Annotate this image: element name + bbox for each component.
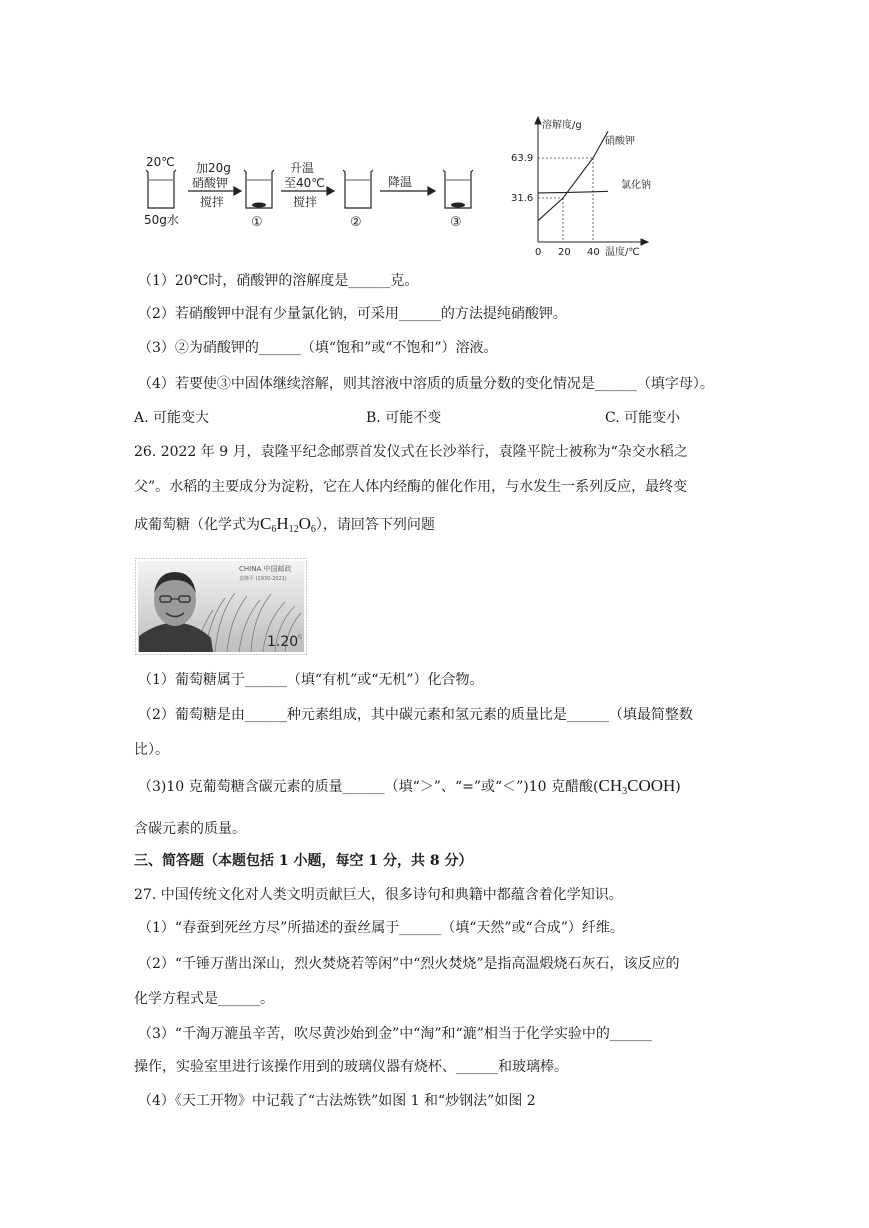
beaker-label-1: ① — [251, 215, 263, 230]
beaker-label-2: ② — [350, 215, 362, 230]
stamp-header: CHINA 中国邮政 — [239, 565, 292, 573]
step2-line3: 搅拌 — [293, 195, 318, 209]
x-axis-label: 温度/℃ — [605, 247, 640, 258]
y-tick-63-9: 63.9 — [511, 153, 534, 164]
step2-line2: 至40℃ — [284, 176, 325, 190]
q26-intro-line2: 父”。水稻的主要成分为淀粉，它在人体内经酶的催化作用，与水发生一系列反应，最终变 — [134, 479, 688, 495]
start-water-label: 50g水 — [144, 213, 179, 227]
acetic-acid-formula: $CH_3COOH$ — [598, 776, 676, 797]
q25-part1: （1）20℃时，硝酸钾的溶解度是______克。 — [138, 273, 419, 289]
x-tick-20: 20 — [558, 247, 571, 258]
q25-part4: （4）若要使③中固体继续溶解，则其溶液中溶质的质量分数的变化情况是______（填字母）。 — [138, 376, 714, 392]
step2-line1: 升温 — [290, 161, 315, 175]
beaker-3 — [443, 170, 473, 208]
q25-option-a: A. 可能变大 — [134, 410, 210, 426]
q26-intro-line3-post: ），请回答下列问题 — [315, 517, 435, 533]
step1-line3: 搅拌 — [200, 195, 225, 209]
series-label-nacl: 氯化钠 — [621, 180, 651, 191]
q26-part3-pre: （3)10 克葡萄糖含碳元素的质量______（填“＞”、“=”或“＜”)10 克醋酸( — [138, 779, 599, 795]
q26-part2-line1: （2）葡萄糖是由______种元素组成，其中碳元素和氢元素的质量比是______（填最简整数 — [138, 707, 693, 723]
solubility-chart — [505, 112, 655, 258]
series-line-nacl — [538, 191, 608, 193]
stamp-value: 1.20 — [267, 634, 299, 650]
beaker-label-3: ③ — [450, 215, 462, 230]
q26-part3-line2: 含碳元素的质量。 — [134, 821, 246, 837]
q26-intro-line3-pre: 成葡萄糖（化学式为 — [134, 517, 260, 533]
solid-1 — [252, 203, 266, 208]
solid-3 — [451, 203, 465, 208]
q27-part3-line2: 操作，实验室里进行该操作用到的玻璃仪器有烧杯、______和玻璃棒。 — [134, 1059, 568, 1075]
y-axis-label: 溶解度/g — [542, 120, 582, 131]
stamp-unit: 元 — [297, 634, 303, 640]
experiment-diagram — [138, 150, 478, 235]
step1-line2: 硝酸钾 — [192, 176, 229, 190]
q25-option-b: B. 可能不变 — [366, 410, 442, 426]
guide-lines — [538, 158, 593, 242]
y-tick-31-6: 31.6 — [511, 193, 534, 204]
q26-part3-post: ) — [675, 779, 681, 795]
q27-part3-line1: （3）“千淘万漉虽辛苦，吹尽黄沙始到金”中“淘”和“漉”相当于化学实验中的______ — [138, 1026, 652, 1042]
q26-part2-line2: 比）。 — [134, 742, 169, 758]
q27-part2-line2: 化学方程式是______。 — [134, 991, 274, 1007]
q27-part4: （4）《天工开物》中记载了“古法炼铁”如图 1 和“炒钢法”如图 2 — [138, 1093, 536, 1109]
x-tick-0: 0 — [535, 247, 542, 258]
start-temp-label: 20℃ — [146, 155, 175, 169]
series-line-kno3 — [538, 131, 608, 220]
beaker-1 — [244, 170, 274, 208]
q25-part3: （3）②为硝酸钾的______（填“饱和”或“不饱和”）溶液。 — [138, 340, 498, 356]
yuan-longping-stamp — [135, 558, 307, 655]
q27-part1: （1）“春蚕到死丝方尽”所描述的蚕丝属于______（填“天然”或“合成”）纤维。 — [138, 920, 624, 936]
q27-part2-line1: （2）“千锤万凿出深山，烈火焚烧若等闲”中“烈火焚烧”是指高温煅烧石灰石，该反应的 — [138, 956, 680, 972]
x-tick-40: 40 — [587, 247, 600, 258]
glucose-formula: $C_6H_{12}O_6$ — [260, 514, 316, 535]
q26-intro-line3 — [134, 514, 435, 535]
q26-part1: （1）葡萄糖属于______（填“有机”或“无机”）化合物。 — [138, 672, 484, 688]
beaker-0 — [146, 170, 176, 208]
beaker-2 — [343, 170, 373, 208]
step1-line1: 加20g — [196, 161, 231, 175]
series-label-kno3: 硝酸钾 — [605, 136, 635, 147]
q26-part3-line1 — [138, 776, 681, 797]
section-3-heading: 三、简答题（本题包括 1 小题，每空 1 分，共 8 分） — [134, 853, 473, 869]
q26-intro-line1: 26. 2022 年 9 月，袁隆平纪念邮票首发仪式在长沙举行，袁隆平院士被称为“杂交水稻之 — [134, 444, 688, 460]
step3-label: 降温 — [388, 175, 413, 189]
q25-option-c: C. 可能变小 — [605, 410, 681, 426]
q27-intro: 27. 中国传统文化对人类文明贡献巨大，很多诗句和典籍中都蕴含着化学知识。 — [134, 887, 623, 903]
stamp-name: 袁隆平 (1930-2021) — [239, 576, 287, 582]
q25-part2: （2）若硝酸钾中混有少量氯化钠，可采用______的方法提纯硝酸钾。 — [138, 306, 567, 322]
